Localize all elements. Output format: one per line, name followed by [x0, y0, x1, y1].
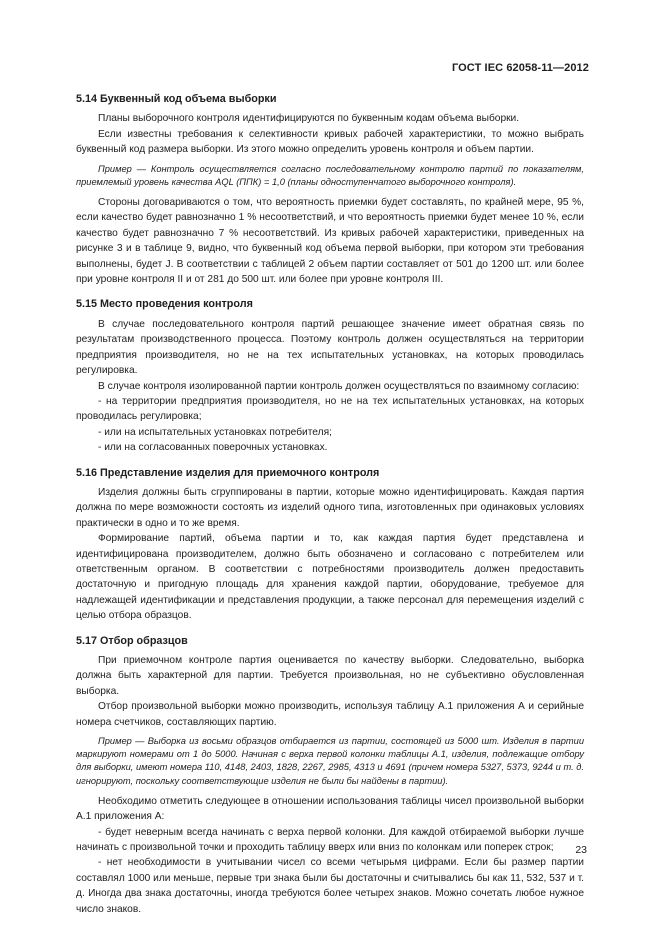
section-heading-5-17: 5.17 Отбор образцов [76, 634, 188, 647]
example-note: Пример — Выборка из восьми образцов отбирается из партии, состоящей из 5000 шт. Изделия в партии маркируют номерами от 1 до 5000. Начиная с верха первой колонки таблицы А.1, изделия, подлежащие отбору для выборки, имеют номера 110, 4148, 2403, 1828, 2267, 2985, 4313 и 4691 (причем номера 5327, 5373, 9244 и т. д. игнорируют, поскольку соответствующие изделия не были бы найдены в партии). [76, 736, 584, 786]
list-item: - будет неверным всегда начинать с верха первой колонки. Для каждой отбираемой выборки лучше начинать с произвольной точки и проходить таблицу вверх или вниз по колонкам или поперек строк; [76, 826, 584, 854]
list-item: - нет необходимости в учитывании чисел со всеми четырьмя цифрами. Если бы размер партии составлял 1000 или меньше, первые три знака были бы достаточны и считывались бы как 11, 532, 537 и т. д. Иногда два знака достаточны, иногда требуются более четырех знаков. Можно сочетать любое нужное число знаков. [76, 857, 584, 915]
list-item: - или на испытательных установках потребителя; [98, 426, 332, 438]
paragraph: При приемочном контроле партия оценивается по качеству выборки. Следовательно, выборка должна быть характерной для партии. Требуется произвольная, но не субъективно обусловленная выборка. [76, 655, 584, 697]
section-heading-5-15: 5.15 Место проведения контроля [76, 298, 253, 311]
section-heading-5-16: 5.16 Представление изделия для приемочного контроля [76, 466, 380, 479]
paragraph: В случае последовательного контроля партий решающее значение имеет обратная связь по результатам производственного процесса. Поэтому контроль должен осуществляться на территории предприятия производителя, но не на тех испытательных установках, на которых проводилась регулировка. [76, 318, 584, 377]
document-standard-code: ГОСТ IEC 62058-11—2012 [451, 62, 589, 74]
paragraph: Изделия должны быть сгруппированы в партии, которые можно идентифицировать. Каждая партия должна по мере возможности состоять из изделий одного типа, изготовленных при одинаковых условиях практически в одно и то же время. [76, 486, 584, 529]
example-note: Пример — Контроль осуществляется согласно последовательному контролю партий по показателям, приемлемый уровень качества AQL (ППК) = 1,0 (планы одноступенчатого выборочного контроля). [76, 163, 584, 187]
paragraph: Планы выборочного контроля идентифицируются по буквенным кодам объема выборки. [98, 113, 520, 125]
paragraph: Стороны договариваются о том, что вероятность приемки будет составлять, по крайней мере, 95 %, если качество будет равнозначно 1 % несоответствий, и что вероятность приемки будет менее 10 %, если качество будет равнозначно 7 % несоответствий. Из кривых рабочей характеристики, приведенных на рисунке 3 и в таблице 9, видно, что буквенный код объема первой выборки, при котором эти требования выполнены, будет J. В соответствии с таблицей 2 объем партии составляет от 501 до 1200 шт. или более при уровне контроля II и от 281 до 500 шт. или более при уровне контроля III. [76, 197, 584, 286]
document-body [76, 92, 584, 917]
page-number: 23 [575, 844, 587, 856]
paragraph: Если известны требования к селективности кривых рабочей характеристики, то можно выбрать буквенный код размера выборки. Из этого можно определить уровень контроля и объем партии. [76, 128, 584, 156]
paragraph: Формирование партий, объема партии и то, как каждая партия будет представлена и идентифицирована производителем, должно быть обозначено и согласовано с потребителем или ответственным органом. В соответствии с потребностями производитель должен предоставить достаточную и пригодную площадь для хранения каждой партии, оборудование, требуемое для надлежащей идентификации и представления продукции, а также персонал для перемещения изделий с целью отбора образцов. [76, 533, 584, 622]
section-heading-5-14: 5.14 Буквенный код объема выборки [76, 93, 277, 105]
paragraph: В случае контроля изолированной партии контроль должен осуществляться по взаимному согласию: [98, 380, 580, 392]
list-item: - или на согласованных поверочных установках. [98, 442, 328, 454]
paragraph: Отбор произвольной выборки можно производить, используя таблицу А.1 приложения А и серийные номера счетчиков, составляющих партию. [76, 701, 584, 728]
list-item: - на территории предприятия производителя, но не на тех испытательных установках, на которых проводилась регулировка; [76, 395, 584, 423]
paragraph: Необходимо отметить следующее в отношении использования таблицы чисел произвольной выборки А.1 приложения А: [76, 795, 584, 823]
